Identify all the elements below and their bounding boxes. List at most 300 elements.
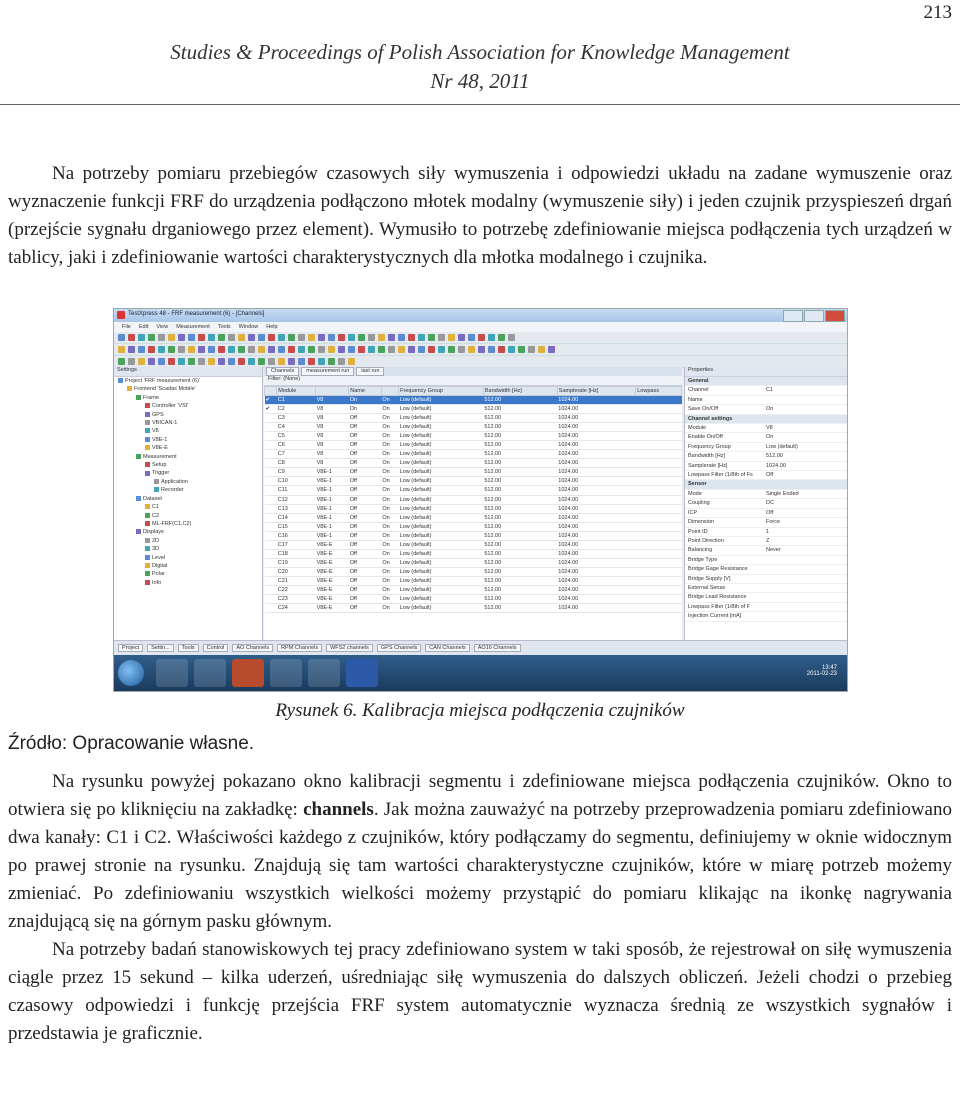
column-header[interactable]: Module	[277, 387, 316, 396]
toolbar-icon[interactable]	[388, 346, 395, 353]
toolbar-icon[interactable]	[348, 334, 355, 341]
toolbar-icon[interactable]	[198, 334, 205, 341]
toolbar-icon[interactable]	[288, 346, 295, 353]
table-row[interactable]	[265, 468, 682, 477]
property-row[interactable]	[685, 565, 847, 574]
toolbar-icon[interactable]	[118, 334, 125, 341]
frequency-group-cell: Low (default)	[399, 513, 484, 522]
column-header[interactable]: Bandwidth [Hz]	[483, 387, 557, 396]
save-cell: On	[381, 477, 398, 486]
table-row[interactable]	[265, 549, 682, 558]
column-header[interactable]	[381, 387, 398, 396]
tree-item[interactable]	[118, 469, 262, 477]
toolbar-icon[interactable]	[248, 334, 255, 341]
tree-item[interactable]	[118, 385, 262, 393]
settings-tree	[114, 377, 262, 587]
toolbar-icon[interactable]	[148, 334, 155, 341]
tab[interactable]: Channels	[266, 367, 299, 376]
row-checkbox[interactable]	[265, 585, 277, 594]
row-checkbox[interactable]	[265, 558, 277, 567]
bandwidth-cell: 512.00	[483, 459, 557, 468]
bottom-tab[interactable]: GPS Channels	[377, 644, 421, 652]
toolbar-icon[interactable]	[498, 334, 505, 341]
table-row[interactable]	[265, 495, 682, 504]
table-row[interactable]	[265, 459, 682, 468]
toolbar-icon[interactable]	[448, 346, 455, 353]
toolbar-icon[interactable]	[428, 334, 435, 341]
taskbar-app-word[interactable]	[346, 659, 378, 687]
toolbar-icon[interactable]	[528, 346, 535, 353]
table-row[interactable]	[265, 567, 682, 576]
toolbar-icon[interactable]	[268, 346, 275, 353]
toolbar-icon[interactable]	[268, 334, 275, 341]
menu-item[interactable]: File	[122, 324, 131, 330]
module-cell: V8E-E	[316, 558, 349, 567]
save-cell: On	[381, 405, 398, 414]
toolbar-icon[interactable]	[248, 358, 255, 365]
toolbar-icon[interactable]	[118, 346, 125, 353]
menu-item[interactable]: Measurement	[176, 324, 210, 330]
row-checkbox[interactable]: ✔	[265, 405, 277, 414]
toolbar-icon[interactable]	[278, 334, 285, 341]
toolbar-icon[interactable]	[178, 346, 185, 353]
toolbar-icon[interactable]	[138, 346, 145, 353]
table-row[interactable]	[265, 540, 682, 549]
enable-cell: Off	[349, 604, 382, 613]
property-row[interactable]	[685, 584, 847, 593]
table-row[interactable]	[265, 504, 682, 513]
enable-cell: Off	[349, 414, 382, 423]
toolbar-icon[interactable]	[188, 346, 195, 353]
toolbar-icon[interactable]	[468, 346, 475, 353]
row-checkbox[interactable]	[265, 567, 277, 576]
property-row[interactable]	[685, 509, 847, 518]
toolbar-icon[interactable]	[238, 346, 245, 353]
toolbar-icon[interactable]	[238, 358, 245, 365]
toolbar-icon[interactable]	[308, 358, 315, 365]
property-value: Z	[766, 537, 770, 544]
settings-panel	[114, 367, 263, 641]
tree-item[interactable]	[118, 554, 262, 562]
channel-name: C14	[277, 513, 316, 522]
toolbar-icon[interactable]	[218, 346, 225, 353]
property-name: Bandwidth [Hz]	[688, 453, 725, 460]
property-row[interactable]	[685, 424, 847, 433]
toolbar-icon[interactable]	[418, 334, 425, 341]
property-row[interactable]	[685, 433, 847, 442]
table-row[interactable]	[265, 585, 682, 594]
enable-cell: Off	[349, 459, 382, 468]
toolbar-icon[interactable]	[518, 346, 525, 353]
column-header[interactable]: Samplerate [Hz]	[557, 387, 635, 396]
row-checkbox[interactable]	[265, 540, 277, 549]
row-checkbox[interactable]	[265, 495, 277, 504]
property-row[interactable]	[685, 471, 847, 480]
enable-cell: Off	[349, 450, 382, 459]
toolbar-icon[interactable]	[368, 346, 375, 353]
toolbar-icon[interactable]	[258, 334, 265, 341]
tree-item[interactable]	[118, 486, 262, 494]
tree-item[interactable]	[118, 394, 262, 402]
table-row[interactable]	[265, 405, 682, 414]
bandwidth-cell: 512.00	[483, 468, 557, 477]
table-row[interactable]	[265, 576, 682, 585]
table-row[interactable]	[265, 432, 682, 441]
property-row[interactable]	[685, 415, 847, 424]
property-row[interactable]	[685, 528, 847, 537]
toolbar-icon[interactable]	[508, 334, 515, 341]
toolbar-icon[interactable]	[448, 334, 455, 341]
toolbar-icon[interactable]	[548, 346, 555, 353]
row-checkbox[interactable]	[265, 504, 277, 513]
toolbar-icon[interactable]	[338, 334, 345, 341]
toolbar-icon[interactable]	[338, 346, 345, 353]
tree-item[interactable]	[118, 377, 262, 385]
table-row[interactable]	[265, 604, 682, 613]
menu-item[interactable]: View	[156, 324, 169, 330]
toolbar-icon[interactable]	[408, 346, 415, 353]
toolbar-icon[interactable]	[318, 334, 325, 341]
minimize-button[interactable]	[783, 310, 803, 322]
toolbar-icon[interactable]	[268, 358, 275, 365]
tree-item[interactable]	[118, 402, 262, 410]
toolbar-icon[interactable]	[208, 346, 215, 353]
toolbar-icon[interactable]	[438, 346, 445, 353]
row-checkbox[interactable]	[265, 604, 277, 613]
toolbar-icon[interactable]	[138, 358, 145, 365]
module-cell: V8	[316, 423, 349, 432]
row-checkbox[interactable]	[265, 531, 277, 540]
toolbar-icon[interactable]	[538, 346, 545, 353]
toolbar-icon[interactable]	[118, 358, 125, 365]
taskbar-app-testxpress[interactable]	[270, 659, 302, 687]
toolbar-icon[interactable]	[258, 358, 265, 365]
menu-item[interactable]: Edit	[138, 324, 149, 330]
tree-item[interactable]	[118, 436, 262, 444]
tree-item[interactable]	[118, 419, 262, 427]
bottom-tab[interactable]: Project	[118, 644, 143, 652]
frequency-group-cell: Low (default)	[399, 450, 484, 459]
toolbar-icon[interactable]	[158, 358, 165, 365]
toolbar-icon[interactable]	[218, 334, 225, 341]
toolbar-icon[interactable]	[298, 358, 305, 365]
tab[interactable]: measurement run	[301, 367, 354, 376]
property-value: Off	[766, 472, 774, 479]
property-row[interactable]	[685, 462, 847, 471]
toolbar-icon[interactable]	[348, 346, 355, 353]
lowpass-cell	[636, 405, 682, 414]
bottom-tab[interactable]: Settin...	[147, 644, 174, 652]
toolbar-icon[interactable]	[228, 334, 235, 341]
property-name: Point ID	[688, 528, 708, 535]
toolbar-icon[interactable]	[158, 334, 165, 341]
channel-name: C3	[277, 414, 316, 423]
taskbar-app-gear[interactable]	[308, 659, 340, 687]
property-row[interactable]	[685, 480, 847, 489]
toolbar-icon[interactable]	[378, 346, 385, 353]
property-row[interactable]	[685, 499, 847, 508]
toolbar-icon[interactable]	[328, 358, 335, 365]
property-name: Point Direction	[688, 537, 724, 544]
row-checkbox[interactable]	[265, 477, 277, 486]
tree-item[interactable]	[118, 427, 262, 435]
paragraph-2	[8, 768, 952, 1048]
property-row[interactable]	[685, 396, 847, 405]
samplerate-cell: 1024.00	[557, 477, 635, 486]
enable-cell: Off	[349, 585, 382, 594]
table-row[interactable]	[265, 441, 682, 450]
table-row[interactable]	[265, 558, 682, 567]
toolbar-icon[interactable]	[338, 358, 345, 365]
toolbar-icon[interactable]	[308, 346, 315, 353]
tree-item[interactable]	[118, 512, 262, 520]
toolbar-icon[interactable]	[178, 358, 185, 365]
toolbar-icon[interactable]	[458, 334, 465, 341]
row-checkbox[interactable]	[265, 468, 277, 477]
journal-issue: Nr 48, 2011	[430, 69, 530, 93]
toolbar-icon[interactable]	[198, 358, 205, 365]
toolbar-icon[interactable]	[298, 334, 305, 341]
toolbar-icon[interactable]	[348, 358, 355, 365]
toolbar-icon[interactable]	[418, 346, 425, 353]
tree-item-label: VBICAN-1	[152, 420, 178, 427]
toolbar-icon[interactable]	[488, 346, 495, 353]
row-checkbox[interactable]	[265, 576, 277, 585]
table-row[interactable]	[265, 477, 682, 486]
channel-name: C8	[277, 459, 316, 468]
journal-header	[0, 38, 960, 96]
toolbar-icon[interactable]	[168, 346, 175, 353]
toolbar-icon[interactable]	[158, 346, 165, 353]
property-row[interactable]	[685, 556, 847, 565]
toolbar-icon[interactable]	[328, 346, 335, 353]
tree-node-icon	[118, 378, 123, 383]
tree-node-icon	[145, 571, 150, 576]
bottom-tab[interactable]: Control	[203, 644, 229, 652]
toolbar-icon[interactable]	[468, 334, 475, 341]
column-header[interactable]	[265, 387, 277, 396]
toolbar-icon[interactable]	[228, 346, 235, 353]
toolbar-icon[interactable]	[358, 346, 365, 353]
module-cell: V8	[316, 414, 349, 423]
toolbar-icon[interactable]	[248, 346, 255, 353]
column-header[interactable]	[316, 387, 349, 396]
property-row[interactable]	[685, 386, 847, 395]
toolbar-icon[interactable]	[438, 334, 445, 341]
header-rule	[0, 104, 960, 105]
toolbar-icon[interactable]	[128, 346, 135, 353]
bottom-tab[interactable]: RPM Channels	[277, 644, 322, 652]
toolbar-icon[interactable]	[198, 346, 205, 353]
table-row[interactable]	[265, 423, 682, 432]
tree-item[interactable]	[118, 537, 262, 545]
tree-item[interactable]	[118, 453, 262, 461]
menu-item[interactable]: Help	[266, 324, 278, 330]
column-header[interactable]: Lowpass	[636, 387, 682, 396]
toolbar-icon[interactable]	[498, 346, 505, 353]
table-row[interactable]	[265, 522, 682, 531]
toolbar-icon[interactable]	[318, 358, 325, 365]
enable-cell: Off	[349, 567, 382, 576]
row-checkbox[interactable]	[265, 522, 277, 531]
toolbar-icon[interactable]	[378, 334, 385, 341]
toolbar-icon[interactable]	[298, 346, 305, 353]
toolbar-icon[interactable]	[508, 346, 515, 353]
property-row[interactable]	[685, 518, 847, 527]
row-checkbox[interactable]	[265, 459, 277, 468]
table-row[interactable]	[265, 486, 682, 495]
toolbar-icon[interactable]	[288, 358, 295, 365]
table-row[interactable]	[265, 450, 682, 459]
taskbar-app-explorer[interactable]	[156, 659, 188, 687]
toolbar-icon[interactable]	[148, 346, 155, 353]
toolbar-icon[interactable]	[188, 334, 195, 341]
property-row[interactable]	[685, 452, 847, 461]
toolbar-icon[interactable]	[288, 334, 295, 341]
bandwidth-cell: 512.00	[483, 495, 557, 504]
taskbar-app-media[interactable]	[194, 659, 226, 687]
toolbar-icon[interactable]	[278, 346, 285, 353]
property-value: 1	[766, 528, 770, 535]
lowpass-cell	[636, 468, 682, 477]
toolbar-icon[interactable]	[318, 346, 325, 353]
taskbar-app-powerpoint[interactable]	[232, 659, 264, 687]
tree-item[interactable]	[118, 478, 262, 486]
tree-item[interactable]	[118, 528, 262, 536]
property-name: Lowpass Filter (1/8th of F	[688, 603, 751, 610]
tree-item[interactable]	[118, 503, 262, 511]
row-checkbox[interactable]	[265, 441, 277, 450]
toolbar-icon[interactable]	[478, 346, 485, 353]
table-row[interactable]	[265, 595, 682, 604]
property-row[interactable]	[685, 612, 847, 621]
filter-bar[interactable]: Filter: (None)	[264, 376, 682, 386]
tree-item[interactable]	[118, 562, 262, 570]
toolbar-icon[interactable]	[328, 334, 335, 341]
tree-item[interactable]	[118, 444, 262, 452]
toolbar-icon[interactable]	[358, 334, 365, 341]
tree-item[interactable]	[118, 461, 262, 469]
row-checkbox[interactable]	[265, 595, 277, 604]
maximize-button[interactable]	[804, 310, 824, 322]
row-checkbox[interactable]	[265, 513, 277, 522]
toolbar-icon[interactable]	[168, 358, 175, 365]
bottom-tab[interactable]: AO Channels	[232, 644, 273, 652]
toolbar-icon[interactable]	[398, 334, 405, 341]
tab[interactable]: last run	[356, 367, 384, 376]
toolbar-icon[interactable]	[168, 334, 175, 341]
tree-item[interactable]	[118, 495, 262, 503]
property-row[interactable]	[685, 603, 847, 612]
column-header[interactable]: Frequency Group	[399, 387, 484, 396]
tree-item[interactable]	[118, 520, 262, 528]
close-button[interactable]	[825, 310, 845, 322]
tree-item-label: Displays	[143, 529, 164, 536]
property-value: 1024.00	[766, 462, 786, 469]
tree-item[interactable]	[118, 570, 262, 578]
samplerate-cell: 1024.00	[557, 595, 635, 604]
toolbar-icon[interactable]	[128, 334, 135, 341]
tree-item[interactable]	[118, 545, 262, 553]
property-name: Sensor	[688, 481, 707, 488]
row-checkbox[interactable]	[265, 486, 277, 495]
tree-node-icon	[145, 538, 150, 543]
menu-item[interactable]: Tools	[217, 324, 231, 330]
toolbar-icon[interactable]	[228, 358, 235, 365]
table-row[interactable]	[265, 414, 682, 423]
row-checkbox[interactable]: ✔	[265, 396, 277, 405]
toolbar-icon[interactable]	[458, 346, 465, 353]
property-row[interactable]	[685, 377, 847, 386]
toolbar-icon[interactable]	[188, 358, 195, 365]
toolbar-icon[interactable]	[478, 334, 485, 341]
property-name: ICP	[688, 509, 698, 516]
property-row[interactable]	[685, 546, 847, 555]
row-checkbox[interactable]	[265, 414, 277, 423]
start-button[interactable]	[118, 660, 144, 686]
toolbar-icon[interactable]	[148, 358, 155, 365]
bottom-tab[interactable]: Tools	[178, 644, 199, 652]
property-row[interactable]	[685, 405, 847, 414]
toolbar-icon[interactable]	[428, 346, 435, 353]
tree-item-label: V8E-E	[152, 445, 168, 452]
tree-item[interactable]	[118, 411, 262, 419]
property-row[interactable]	[685, 575, 847, 584]
toolbar-icon[interactable]	[178, 334, 185, 341]
bottom-tab[interactable]: CAN Channels	[425, 644, 469, 652]
enable-cell: Off	[349, 495, 382, 504]
toolbar-icon[interactable]	[488, 334, 495, 341]
module-cell: V8E-E	[316, 549, 349, 558]
toolbar-icon[interactable]	[208, 334, 215, 341]
toolbar-icon[interactable]	[138, 334, 145, 341]
tree-item[interactable]	[118, 579, 262, 587]
module-cell: V8E-1	[316, 468, 349, 477]
row-checkbox[interactable]	[265, 450, 277, 459]
toolbar-icon[interactable]	[238, 334, 245, 341]
bottom-tab[interactable]: WFS2 channels	[326, 644, 373, 652]
toolbar-icon[interactable]	[128, 358, 135, 365]
property-row[interactable]	[685, 443, 847, 452]
property-row[interactable]	[685, 537, 847, 546]
table-row[interactable]	[265, 531, 682, 540]
toolbar-icon[interactable]	[258, 346, 265, 353]
toolbar-icon[interactable]	[218, 358, 225, 365]
table-row[interactable]	[265, 396, 682, 405]
bottom-tab[interactable]: AO16 Channels	[474, 644, 521, 652]
row-checkbox[interactable]	[265, 423, 277, 432]
toolbar-icon[interactable]	[398, 346, 405, 353]
enable-cell: Off	[349, 468, 382, 477]
table-row[interactable]	[265, 513, 682, 522]
toolbar-icon[interactable]	[388, 334, 395, 341]
bottom-tabs	[114, 640, 847, 655]
toolbar-icon[interactable]	[368, 334, 375, 341]
row-checkbox[interactable]	[265, 432, 277, 441]
toolbar-icon[interactable]	[208, 358, 215, 365]
toolbar-icon[interactable]	[408, 334, 415, 341]
column-header[interactable]: Name	[349, 387, 382, 396]
toolbar-icon[interactable]	[308, 334, 315, 341]
property-row[interactable]	[685, 593, 847, 602]
window-title: TestXpress 48 - FRF measurement (6) - [Channels]	[128, 311, 265, 317]
toolbar-icon[interactable]	[278, 358, 285, 365]
menu-item[interactable]: Window	[238, 324, 259, 330]
save-cell: On	[381, 567, 398, 576]
lowpass-cell	[636, 432, 682, 441]
property-row[interactable]	[685, 490, 847, 499]
row-checkbox[interactable]	[265, 549, 277, 558]
